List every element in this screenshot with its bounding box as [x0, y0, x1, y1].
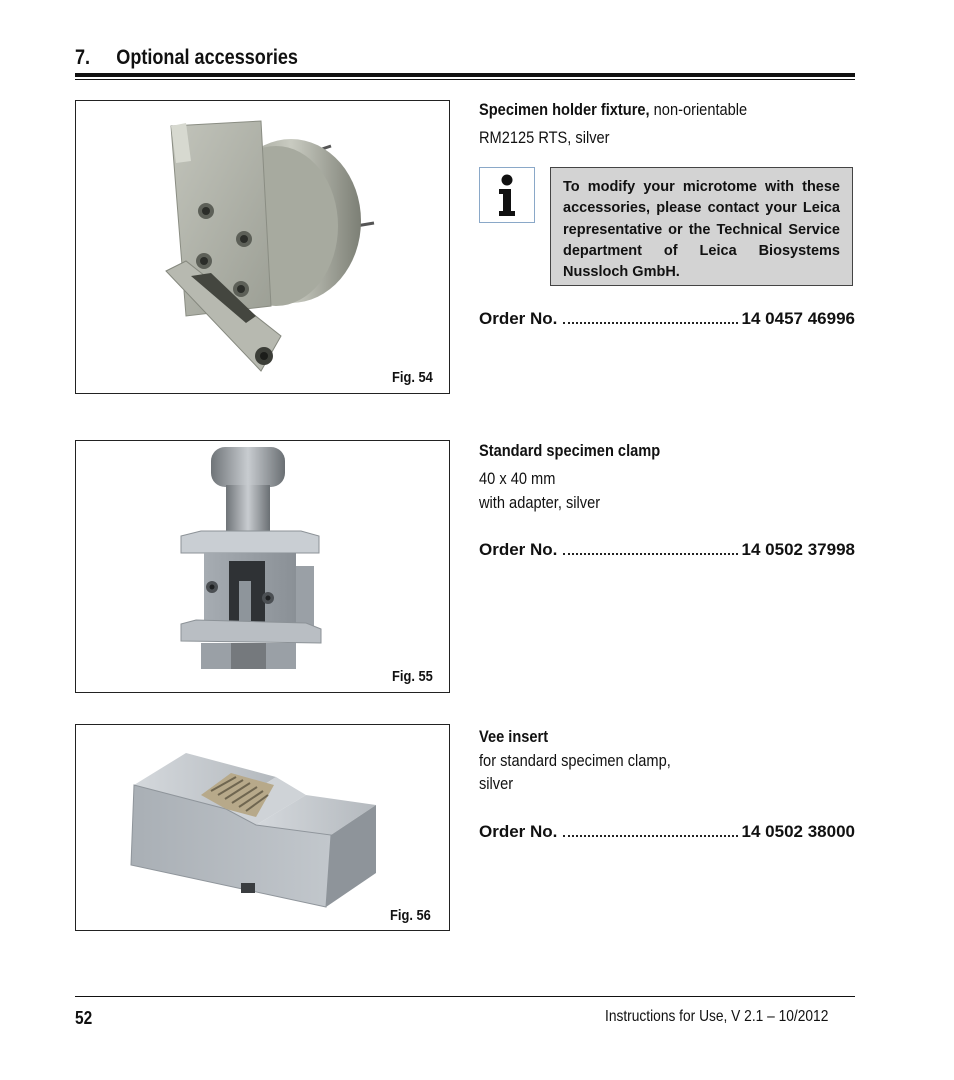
note-box — [550, 167, 853, 286]
section-title-text: Optional accessories — [116, 46, 298, 69]
item-detail-line: 40 x 40 mm — [479, 469, 556, 488]
standard-specimen-clamp-image — [76, 441, 449, 692]
footer-doc-info: Instructions for Use, V 2.1 – 10/2012 — [605, 1008, 829, 1025]
section-title — [75, 46, 298, 70]
header-rule-thin — [75, 79, 855, 80]
order-number: 14 0502 37998 — [741, 540, 855, 559]
item-title: Vee insert — [479, 727, 549, 746]
note-text: To modify your microtome with these accessories, please contact your Leica representative or the Technical Service department of Leica Biosystems Nussloch GmbH. — [563, 179, 840, 281]
info-glyph — [480, 168, 534, 222]
order-dots — [563, 322, 737, 324]
specimen-holder-fixture-image — [76, 101, 449, 393]
order-line — [479, 309, 855, 329]
item-detail-line: with adapter, silver — [479, 493, 601, 512]
item-title: Standard specimen clamp — [479, 441, 661, 460]
header-rule-thick — [75, 73, 855, 77]
page-number: 52 — [75, 1008, 93, 1028]
order-dots — [563, 835, 737, 837]
order-label: Order No. — [479, 822, 558, 841]
info-icon — [479, 167, 535, 223]
item-detail-line: RM2125 RTS, silver — [479, 128, 610, 147]
item-title-rest: non-orientable — [649, 100, 748, 119]
section-number: 7. — [75, 46, 91, 69]
vee-insert-image — [76, 725, 449, 930]
item-title — [479, 100, 747, 120]
order-label: Order No. — [479, 309, 558, 328]
figure-label: Fig. 55 — [392, 668, 434, 685]
item-title-bold: Specimen holder fixture, — [479, 100, 650, 119]
item-detail-line: for standard specimen clamp, — [479, 751, 671, 770]
figure-label: Fig. 56 — [390, 907, 432, 924]
item-detail-line: silver — [479, 774, 514, 793]
figure-54 — [75, 100, 450, 394]
footer-rule — [75, 996, 855, 997]
figure-56 — [75, 724, 450, 931]
order-dots — [563, 553, 737, 555]
order-line — [479, 822, 855, 842]
order-number: 14 0502 38000 — [741, 822, 855, 841]
order-line — [479, 540, 855, 560]
order-number: 14 0457 46996 — [741, 309, 855, 328]
figure-55 — [75, 440, 450, 693]
figure-label: Fig. 54 — [392, 369, 434, 386]
order-label: Order No. — [479, 540, 558, 559]
